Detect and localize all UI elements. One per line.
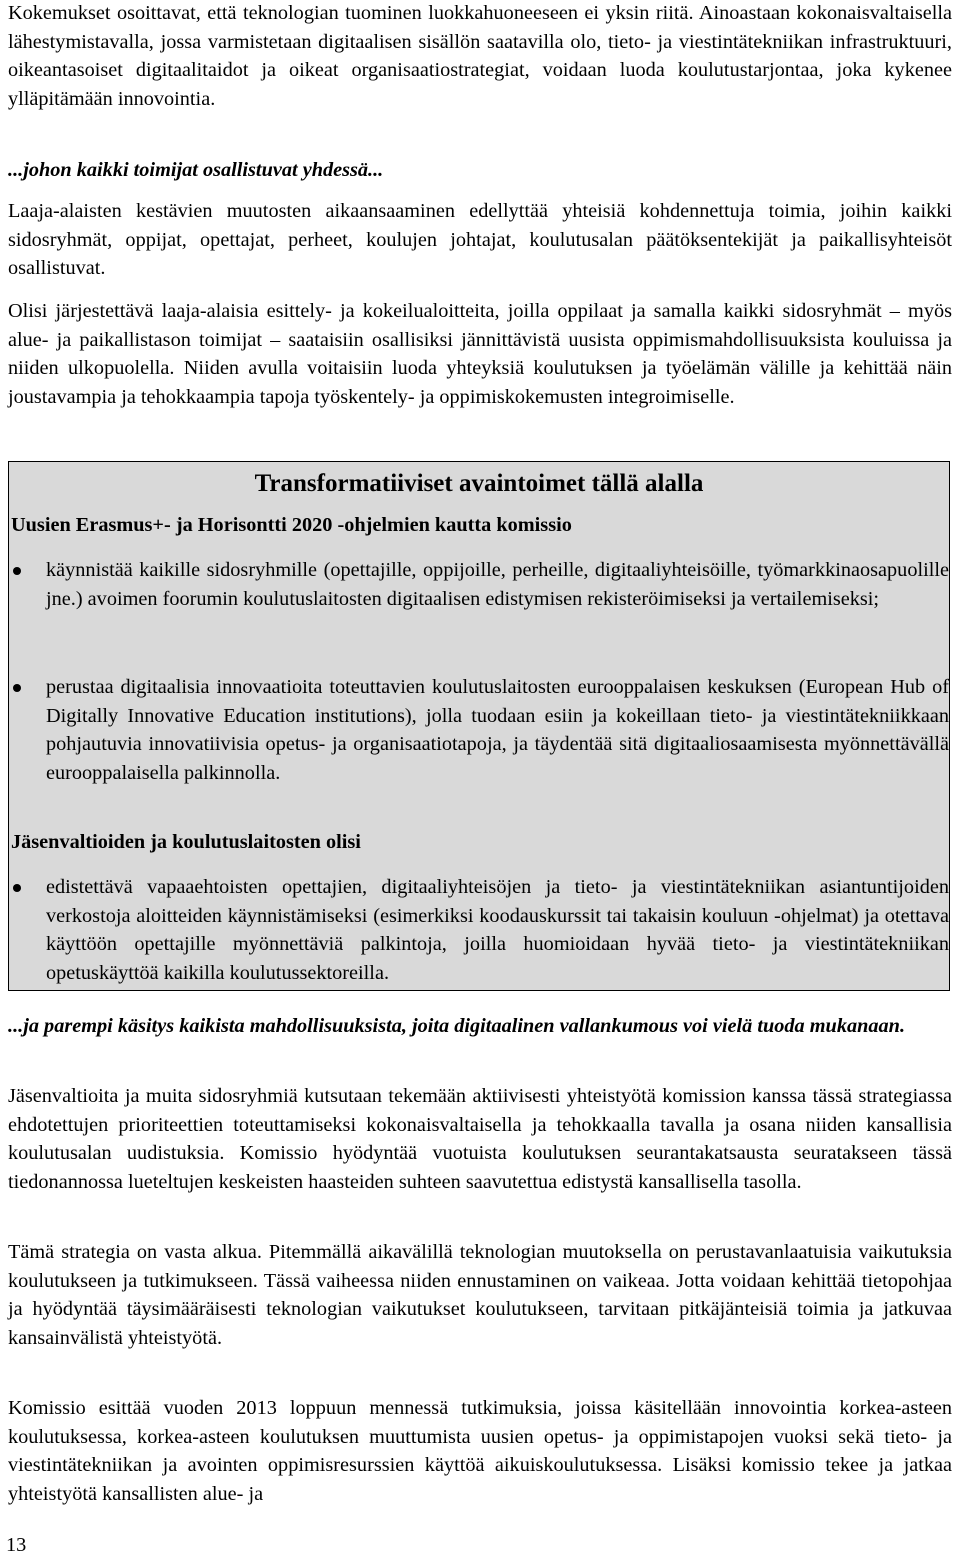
box-subheading-member-states: Jäsenvaltioiden ja koulutuslaitosten olisi bbox=[11, 831, 361, 853]
page-number: 13 bbox=[6, 1534, 27, 1556]
paragraph-strategy-start: Tämä strategia on vasta alkua. Pitemmällä aikavälillä teknologian muutoksella on perustavanlaatuisia vaikutuksia koulutukseen ja tutkimukseen. Tässä vaiheessa niiden ennustaminen on vaikeaa. Jotta voidaan kehittää tietopohjaa ja hyödyntää täysimääräisesti teknologian vaikutukset koulutukseen, tarvitaan pitkäjänteisiä toimia ja jatkuvaa kansainvälistä yhteistyötä. bbox=[8, 1241, 952, 1350]
list-item-text: perustaa digitaalisia innovaatioita toteuttavien koulutuslaitosten eurooppalaisen keskuksen (European Hub of Digitally Innovative Education institutions), jolla tuodaan esiin ja kokeillaan tieto- ja viestintätekniikkaan pohjautuvia innovatiivisia opetus- ja organisaatiotapoja, ja täydentää sitä digitaaliosaamisesta myönnettävällä eurooppalaisella palkinnolla. bbox=[46, 676, 949, 785]
bullet-icon bbox=[13, 684, 21, 692]
section-heading-understanding: ...ja parempi käsitys kaikista mahdollisuuksista, joita digitaalinen vallankumous voi vielä tuoda mukanaan. bbox=[8, 1015, 906, 1037]
section-heading-together: ...johon kaikki toimijat osallistuvat yhdessä... bbox=[8, 159, 384, 181]
paragraph-intro: Kokemukset osoittavat, että teknologian tuominen luokkahuoneeseen ei yksin riitä. Ainoastaan kokonaisvaltaisella lähestymistavalla, jossa varmistetaan digitaalisen sisällön saatavilla olo, tieto- ja viestintätekniikan infrastruktuuri, oikeantasoiset digitaalitaidot ja oikeat organisaatiostrategiat, voidaan luoda koulutustarjontaa, joka kykenee ylläpitämään innovointia. bbox=[8, 2, 952, 111]
box-subheading-commission: Uusien Erasmus+- ja Horisontti 2020 -ohjelmien kautta komissio bbox=[11, 514, 572, 536]
paragraph-initiatives: Olisi järjestettävä laaja-alaisia esittely- ja kokeilualoitteita, joilla oppilaat ja samalla kaikki sidosryhmät – myös alue- ja paikallistason toimijat – saataisiin osallisiksi jännittävistä uusista oppimismahdollisuuksista kouluissa ja niiden ulkopuolella. Niiden avulla voitaisiin luoda yhteyksiä koulutuksen ja työelämän välille ja kehittää näin joustavampia ja tehokkaampia tapoja työskentely- ja oppimiskokemusten integroimiselle. bbox=[8, 300, 952, 409]
bullet-icon bbox=[13, 567, 21, 575]
list-item-text: edistettävä vapaaehtoisten opettajien, digitaaliyhteisöjen ja tieto- ja viestintätekniikan asiantuntijoiden verkostoja aloitteiden käynnistämiseksi (esimerkiksi koodauskurssit tai takaisin kouluun -ohjelmat) ja otettava käyttöön opettajille myönnettäviä palkintoja, joilla huomioidaan hyvää tieto- ja viestintätekniikan opetuskäyttöä kaikilla koulutussektoreilla. bbox=[46, 876, 949, 985]
paragraph-stakeholders: Laaja-alaisten kestävien muutosten aikaansaaminen edellyttää yhteisiä kohdennettuja toimia, joihin kaikki sidosryhmät, oppijat, opettajat, perheet, koulujen johtajat, koulutusalan päätöksentekijät ja paikallisyhteisöt osallistuvat. bbox=[8, 200, 952, 280]
bullet-icon bbox=[13, 884, 21, 892]
box-title: Transformatiiviset avaintoimet tällä alalla bbox=[254, 470, 704, 497]
key-actions-box bbox=[8, 461, 950, 991]
paragraph-cooperation: Jäsenvaltioita ja muita sidosryhmiä kutsutaan tekemään aktiivisesti yhteistyötä komission kanssa tässä strategiassa ehdotettujen prioriteettien toteuttamiseksi kokonaisvaltaisella ja tehokkaalla tavalla ja osana niiden kansallisia koulutusalan uudistuksia. Komissio hyödyntää vuotuista koulutuksen seurantakatsausta seuratakseen tässä tiedonannossa lueteltujen keskeisten haasteiden suhteen saavutettua edistystä kansallisella tasolla. bbox=[8, 1085, 952, 1194]
paragraph-studies: Komissio esittää vuoden 2013 loppuun mennessä tutkimuksia, joissa käsitellään innovointia korkea-asteen koulutuksessa, korkea-asteen koulutuksen muuttumista uusien opetus- ja oppimistapojen vuoksi sekä tieto- ja viestintätekniikan ja avointen oppimisresurssien käyttöä aikuiskoulutuksessa. Lisäksi komissio tekee ja jatkaa yhteistyötä kansallisten alue- ja bbox=[8, 1397, 952, 1506]
list-item-text: käynnistää kaikille sidosryhmille (opettajille, oppijoille, perheille, digitaaliyhteisöille, työmarkkinaosapuolille jne.) avoimen foorumin koulutuslaitosten digitaalisen edistymisen rekisteröimiseksi ja vertailemiseksi; bbox=[46, 559, 949, 610]
